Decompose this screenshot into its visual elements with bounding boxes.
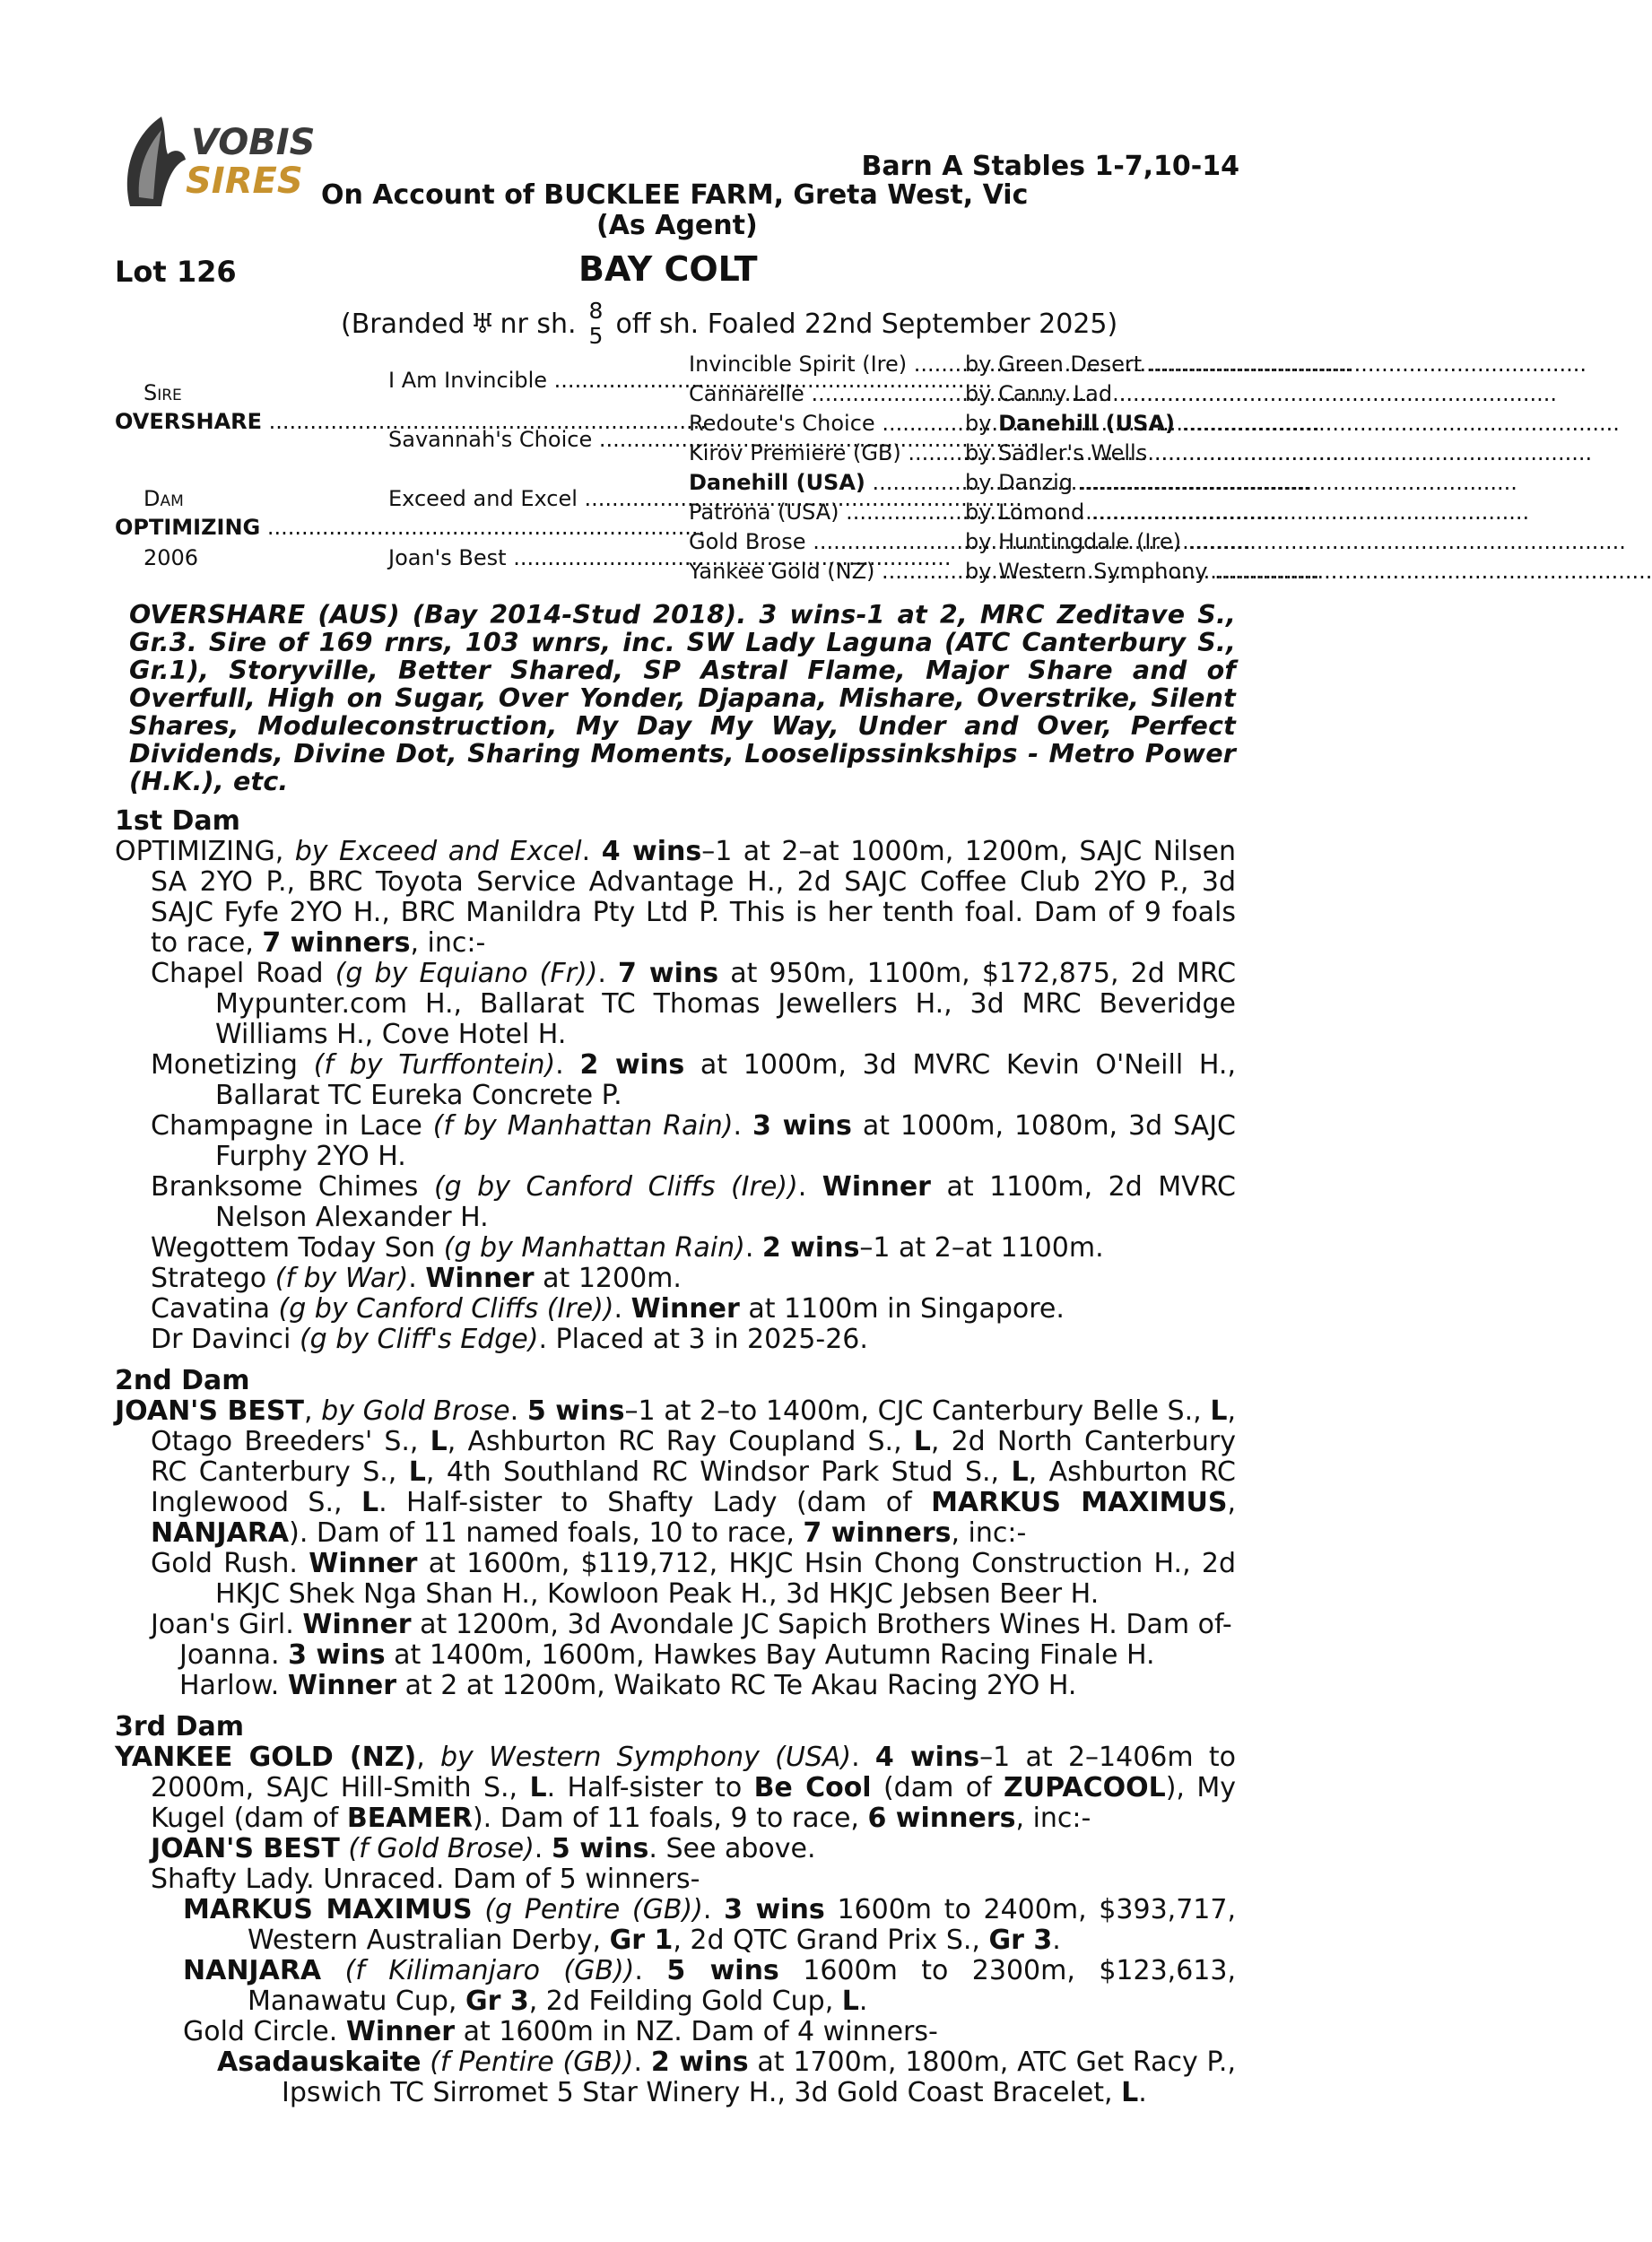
pedigree-table (115, 352, 1236, 587)
third-dam-paragraph: YANKEE GOLD (NZ), by Western Symphony (USA). 4 wins–1 at 2–1406m to 2000m, SAJC Hill-Smith S., L. Half-sister to Be Cool (dam of ZUPACOOL), My Kugel (dam of BEAMER). Dam of 11 foals, 9 to race, 6 winners, inc:- (115, 1742, 1236, 1834)
gen3-item: Redoute's Choice (689, 411, 875, 436)
foal-entry: Gold Rush. Winner at 1600m, $119,712, HKJC Hsin Chong Construction H., 2d HKJC Shek Nga Shan H., Kowloon Peak H., 3d HKJC Jebsen Beer H. (151, 1548, 1236, 1610)
brand-number: 8 5 (588, 298, 604, 349)
gen2-item: I Am Invincible (388, 368, 548, 393)
foal-entry: Chapel Road (g by Equiano (Fr)). 7 wins at 950m, 1100m, $172,875, 2d MRC Mypunter.com H., Ballarat TC Thomas Jewellers H., 3d MRC Beveridge Williams H., Cove Hotel H. (151, 958, 1237, 1050)
first-dam-paragraph: OPTIMIZING, by Exceed and Excel. 4 wins–1 at 2–at 1000m, 1200m, SAJC Nilsen SA 2YO P., BRC Toyota Service Advantage H., 2d SAJC Coffee Club 2YO P., 3d SAJC Fyfe 2YO H., BRC Manildra Pty Ltd P. This is her tenth foal. Dam of 9 foals to race, 7 winners, inc:- (115, 836, 1237, 959)
foal-entry: Asadauskaite (f Pentire (GB)). 2 wins at 1700m, 1800m, ATC Get Racy P., Ipswich TC Sirromet 5 Star Winery H., 3d Gold Coast Bracelet, L. (217, 2046, 1237, 2108)
gen4-item: by Western Symphony (965, 559, 1208, 584)
svg-text:VOBIS: VOBIS (191, 122, 316, 163)
catalogue-body (115, 601, 1236, 2108)
second-dam-heading: 2nd Dam (115, 1365, 250, 1396)
second-dam-paragraph: JOAN'S BEST, by Gold Brose. 5 wins–1 at 2–to 1400m, CJC Canterbury Belle S., L, Otago Breeders' S., L, Ashburton RC Ray Coupland S., L, 2d North Canterbury RC Canterbury S., L, 4th Southland RC Windsor Park Stud S., L, Ashburton RC Inglewood S., L. Half-sister to Shafty Lady (dam of MARKUS MAXIMUS, NANJARA). Dam of 11 named foals, 10 to race, 7 winners, inc:- (115, 1395, 1237, 1549)
brand-post: off sh. Foaled 22nd September 2025) (615, 308, 1118, 340)
gen3-item: Patrona (USA) (689, 500, 839, 525)
vendor-account: On Account of BUCKLEE FARM, Greta West, Vic (321, 179, 1029, 211)
gen4-item: by (965, 411, 999, 436)
lot-number: Lot 126 (115, 255, 237, 289)
dam-name: OPTIMIZING (115, 515, 261, 540)
gen4-item: by Lomond (965, 500, 1085, 525)
foal-entry: Gold Circle. Winner at 1600m in NZ. Dam of 4 winners- (183, 2016, 938, 2047)
foal-entry: MARKUS MAXIMUS (g Pentire (GB)). 3 wins 1600m to 2400m, $393,717, Western Australian Derby, Gr 1, 2d QTC Grand Prix S., Gr 3. (183, 1894, 1236, 1956)
foal-entry: Champagne in Lace (f by Manhattan Rain). 3 wins at 1000m, 1080m, 3d SAJC Furphy 2YO H. (151, 1110, 1236, 1172)
gen3-item: Gold Brose (689, 529, 806, 554)
barn-location: Barn A Stables 1-7,10-14 (861, 151, 1239, 182)
gen4-item: by Sadler's Wells (965, 440, 1148, 465)
sire-label: Sire (143, 380, 182, 405)
brand-line (341, 299, 1117, 349)
foal-entry: JOAN'S BEST (f Gold Brose). 5 wins. See above. (151, 1833, 816, 1864)
gen2-item: Savannah's Choice (388, 427, 593, 452)
gen4-item: by Huntingdale (Ire) (965, 529, 1181, 554)
svg-text:SIRES: SIRES (186, 161, 303, 202)
dam-label: Dam (143, 486, 184, 511)
sire-name: OVERSHARE (115, 409, 263, 434)
foal-entry: Harlow. Winner at 2 at 1200m, Waikato RC Te Akau Racing 2YO H. (179, 1670, 1077, 1701)
gen4-item: by Canny Lad (965, 381, 1113, 406)
first-dam-heading: 1st Dam (115, 805, 240, 837)
foal-entry: Joanna. 3 wins at 1400m, 1600m, Hawkes Bay Autumn Racing Finale H. (179, 1639, 1155, 1671)
gen4-item: by Danzig (965, 470, 1073, 495)
gen3-item: Invincible Spirit (Ire) (689, 352, 908, 377)
brand-mid: nr sh. (500, 308, 577, 340)
gen3-item: Kirov Premiere (GB) (689, 440, 901, 465)
dam-year: 2006 (143, 545, 199, 570)
foal-entry: Stratego (f by War). Winner at 1200m. (151, 1263, 682, 1294)
foal-entry: Wegottem Today Son (g by Manhattan Rain). 2 wins–1 at 2–at 1100m. (151, 1232, 1104, 1264)
gen2-item: Exceed and Excel (388, 486, 578, 511)
gen4-item: by Green Desert (965, 352, 1143, 377)
gen3-item: Yankee Gold (NZ) (689, 559, 875, 584)
vobis-sires-logo (112, 99, 316, 233)
foal-entry: Joan's Girl. Winner at 1200m, 3d Avondale JC Sapich Brothers Wines H. Dam of- (151, 1609, 1232, 1640)
gen3-item: Danehill (USA) (689, 470, 865, 495)
foal-entry: Shafty Lady. Unraced. Dam of 5 winners- (151, 1864, 700, 1895)
third-dam-heading: 3rd Dam (115, 1711, 244, 1742)
foal-entry: Branksome Chimes (g by Canford Cliffs (Ire)). Winner at 1100m, 2d MVRC Nelson Alexander H. (151, 1171, 1236, 1233)
foal-entry: Cavatina (g by Canford Cliffs (Ire)). Winner at 1100m in Singapore. (151, 1293, 1065, 1325)
gen3-item: Cannarelle (689, 381, 804, 406)
foal-entry: Monetizing (f by Turffontein). 2 wins at 1000m, 3d MVRC Kevin O'Neill H., Ballarat TC Eureka Concrete P. (151, 1049, 1237, 1111)
brand-pre: (Branded (341, 308, 465, 340)
gen2-item: Joan's Best (388, 545, 507, 570)
foal-entry: NANJARA (f Kilimanjaro (GB)). 5 wins 1600m to 2300m, $123,613, Manawatu Cup, Gr 3, 2d Feilding Gold Cup, L. (183, 1955, 1237, 2017)
gen4-bold-item: Danehill (USA) (998, 411, 1175, 436)
lot-title: BAY COLT (578, 249, 758, 289)
brand-mark-icon: ♅ (470, 308, 495, 340)
agent-note: (As Agent) (596, 210, 758, 241)
sire-blurb: OVERSHARE (AUS) (Bay 2014-Stud 2018). 3 wins-1 at 2, MRC Zeditave S., Gr.3. Sire of 169 rnrs, 103 wnrs, inc. SW Lady Laguna (ATC Canterbury S., Gr.1), Storyville, Better Shared, SP Astral Flame, Major Share and of Overfull, High on Sugar, Over Yonder, Djapana, Mishare, Overstrike, Silent Shares, Moduleconstruction, My Day My Way, Under and Over, Perfect Dividends, Divine Dot, Sharing Moments, Looselipssinkships - Metro Power (H.K.), etc. (129, 600, 1236, 796)
foal-entry: Dr Davinci (g by Cliff's Edge). Placed at 3 in 2025-26. (151, 1324, 868, 1355)
